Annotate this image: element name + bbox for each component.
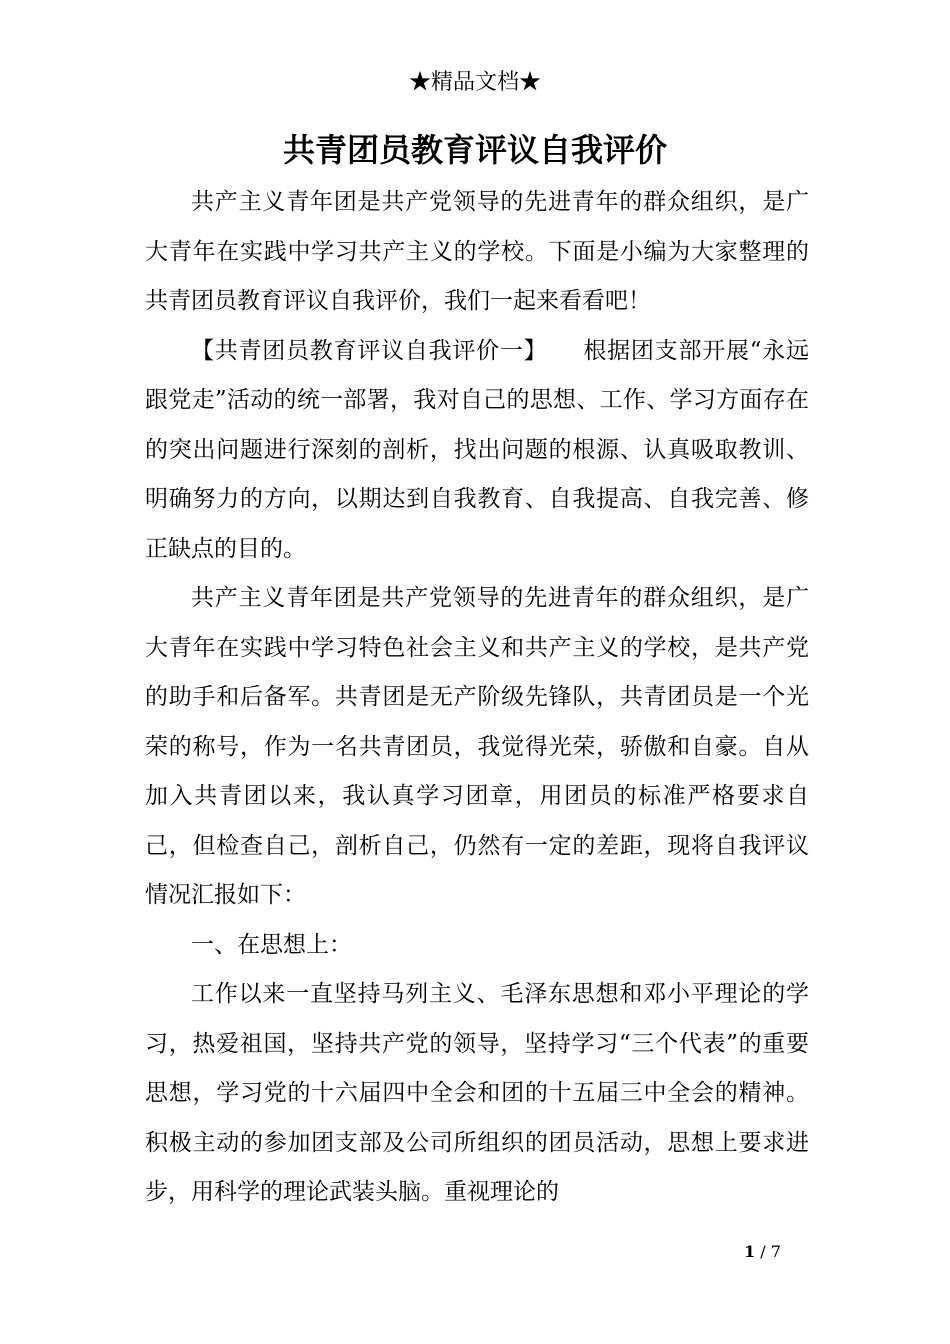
paragraph-overview: 共产主义青年团是共产党领导的先进青年的群众组织，是广大青年在实践中学习特色社会主义和共产主义的学校，是共产党的助手和后备军。共青团是无产阶级先锋队，共青团员是一个光荣的称号，作为一名共青团员，我觉得光荣，骄傲和自豪。自从加入共青团以来，我认真学习团章，用团员的标准严格要求自己，但检查自己，剖析自己，仍然有一定的差距，现将自我评议情况汇报如下： xyxy=(145,585,809,908)
page-number-current: 1 xyxy=(744,1242,756,1261)
paragraph-section-one: 【共青团员教育评议自我评价一】 根据团支部开展“永远跟党走”活动的统一部署，我对自己的思想、工作、学习方面存在的突出问题进行深刻的剖析，找出问题的根源、认真吸取教训、明确努力的方向，以期达到自我教育、自我提高、自我完善、修正缺点的目的。 xyxy=(145,337,809,562)
page-number-separator: / xyxy=(760,1242,766,1261)
paragraph-heading-thought: 一、在思想上： xyxy=(191,931,352,958)
paragraph-intro: 共产主义青年团是共产党领导的先进青年的群众组织，是广大青年在实践中学习共产主义的学校。下面是小编为大家整理的共青团员教育评议自我评价，我们一起来看看吧！ xyxy=(145,189,809,314)
page-number xyxy=(744,1242,804,1262)
page-number-total: 7 xyxy=(770,1242,781,1261)
page-header: ★精品文档★ xyxy=(408,70,541,95)
paragraph-thought: 工作以来一直坚持马列主义、毛泽东思想和邓小平理论的学习，热爱祖国，坚持共产党的领导，坚持学习“三个代表”的重要思想，学习党的十六届四中全会和团的十五届三中全会的精神。积极主动的参加团支部及公司所组织的团员活动，思想上要求进步，用科学的理论武装头脑。重视理论的 xyxy=(145,981,809,1205)
document-title: 共青团员教育评议自我评价 xyxy=(282,131,667,169)
document-body xyxy=(145,178,809,1218)
